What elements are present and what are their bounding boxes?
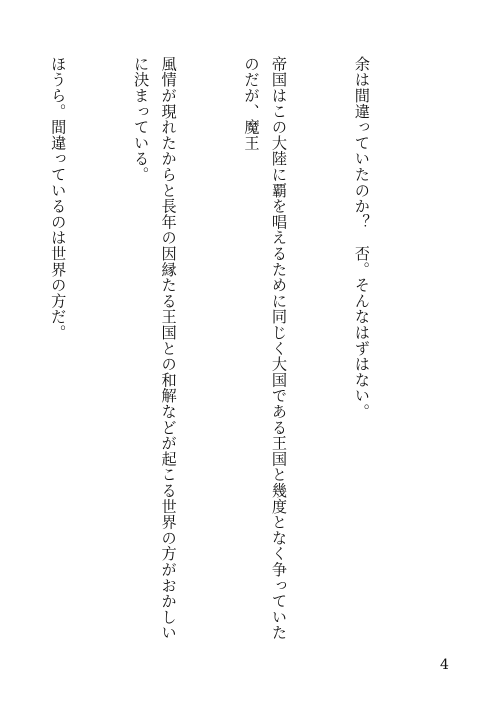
text-line: 帝国はこの大陸に覇を唱えるために同じく大国である王国と幾度となく争っていたのだが、魔王 [242,56,289,641]
text-line: 風情が現れたからと長年の因縁たる王国との和解などが起こる世界の方がおかしいに決まっている。 [132,56,178,641]
vertical-text-body [0,56,430,646]
page-number: 4 [440,657,449,673]
text-line: ほうら。間違っているのは世界の方だ。 [49,56,68,341]
text-line: 余は間違っていたのか？ 否。そんなはずはない。 [352,56,371,420]
